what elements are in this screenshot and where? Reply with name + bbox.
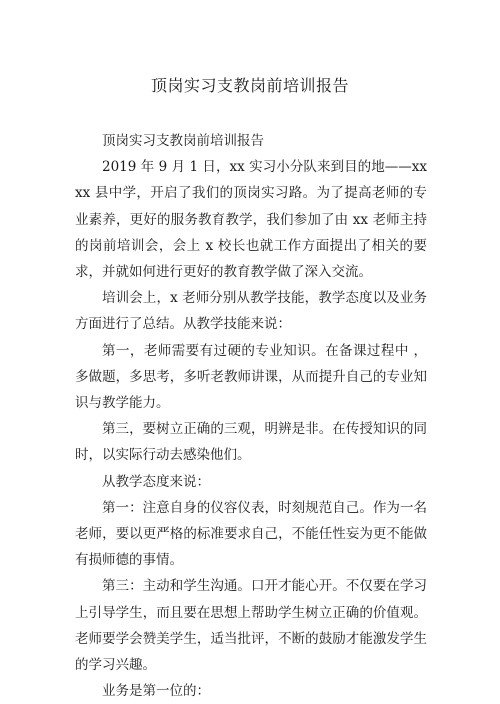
paragraph-intro: 2019 年 9 月 1 日，xx 实习小分队来到目的地——xxxx 县中学，开启了我们的顶岗实习路。为了提高老师的专业素养，更好的服务教育教学，我们参加了由 xx 老师主持的岗前培训会，会上 x 校长也就工作方面提出了相关的要求，并就如何进行更好的教育教学做了深入交流。: [75, 159, 427, 281]
paragraph-heading: 顶岗实习支教岗前培训报告: [102, 133, 264, 149]
paragraph-skill-first: 第一，老师需要有过硬的专业知识。在备课过程中 ，多做题，多思考，多听老教师讲课，从而提升自己的专业知识与教学能力。: [75, 342, 427, 412]
paragraph-attitude-first: 第一：注意自身的仪容仪表，时刻规范自己。作为一名老师，要以更严格的标准要求自己，不能任性妄为更不能做有损师德的事情。: [75, 499, 427, 569]
paragraph-business-heading: 业务是第一位的：: [102, 683, 210, 700]
document-title: 顶岗实习支教岗前培训报告: [150, 76, 349, 95]
paragraph-attitude-heading: 从教学态度来说：: [102, 473, 210, 490]
document-body: [75, 128, 427, 704]
paragraph-skill-third: 第三，要树立正确的三观，明辨是非。在传授知识的同时，以实际行动去感染他们。: [75, 421, 427, 464]
paragraph-training-summary: 培训会上，x 老师分别从教学技能，教学态度以及业务方面进行了总结。从教学技能来说：: [75, 290, 427, 333]
paragraph-attitude-third: 第三：主动和学生沟通。口开才能心开。不仅要在学习上引导学生，而且要在思想上帮助学生树立正确的价值观。老师要学会赞美学生，适当批评，不断的鼓励才能激发学生的学习兴趣。: [75, 578, 427, 674]
